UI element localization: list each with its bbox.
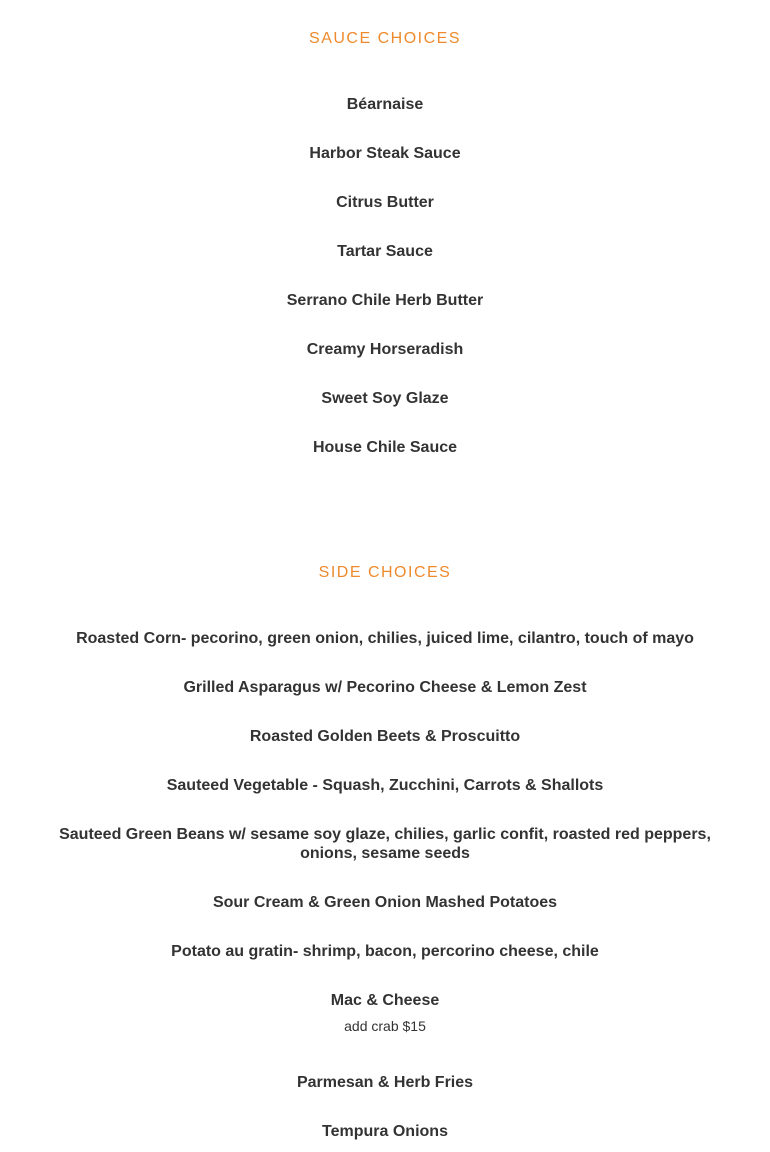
sauce-item: Tartar Sauce bbox=[337, 243, 433, 260]
side-item-addon-note: add crab $15 bbox=[344, 1018, 426, 1034]
sauce-item: Sweet Soy Glaze bbox=[321, 390, 449, 407]
sauce-item: Citrus Butter bbox=[336, 194, 434, 211]
side-item: Grilled Asparagus w/ Pecorino Cheese & Lemon Zest bbox=[183, 679, 587, 696]
side-item: Roasted Corn- pecorino, green onion, chilies, juiced lime, cilantro, touch of mayo bbox=[76, 630, 694, 647]
sauce-section-title: SAUCE CHOICES bbox=[309, 30, 461, 47]
side-item bbox=[40, 991, 730, 1035]
sauce-item: Creamy Horseradish bbox=[306, 341, 464, 358]
side-item: Potato au gratin- shrimp, bacon, percorino cheese, chile bbox=[171, 943, 599, 960]
sauce-item: Harbor Steak Sauce bbox=[309, 145, 461, 162]
side-item-name: Mac & Cheese bbox=[330, 992, 440, 1009]
sauce-item: House Chile Sauce bbox=[312, 439, 458, 456]
side-item: Parmesan & Herb Fries bbox=[296, 1074, 474, 1091]
side-item: Tempura Onions bbox=[322, 1123, 448, 1140]
side-item: Sauteed Green Beans w/ sesame soy glaze, chilies, garlic confit, roasted red peppers, onions, sesame seeds bbox=[59, 826, 711, 862]
sauce-item: Serrano Chile Herb Butter bbox=[286, 292, 484, 309]
side-item: Roasted Golden Beets & Proscuitto bbox=[249, 728, 521, 745]
side-item: Sour Cream & Green Onion Mashed Potatoes bbox=[212, 894, 558, 911]
sauce-item: Béarnaise bbox=[346, 96, 424, 113]
side-section-title: SIDE CHOICES bbox=[318, 564, 452, 581]
side-item: Sauteed Vegetable - Squash, Zucchini, Carrots & Shallots bbox=[166, 777, 604, 794]
